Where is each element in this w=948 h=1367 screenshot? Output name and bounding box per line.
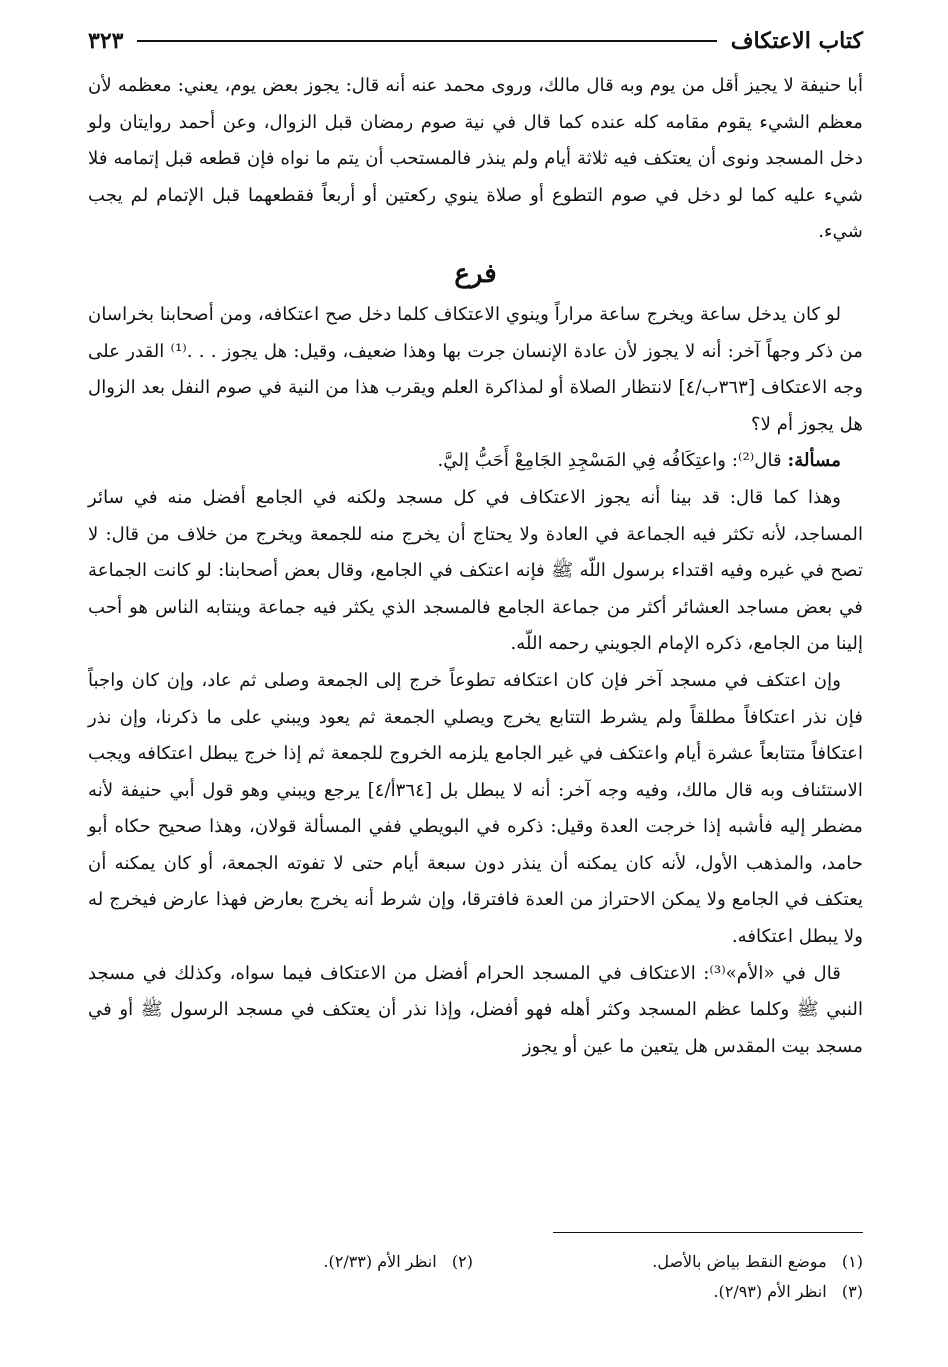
footnote-1-text: موضع النقط بياض بالأصل. xyxy=(652,1252,827,1271)
paragraph-1: أبا حنيفة لا يجيز أقل من يوم وبه قال مالك، وروى محمد عنه أنه قال: يجوز بعض يوم، يعني: معظمه لأن معظم الشيء يقوم مقامه كله عنده كما قال في نية صوم رمضان قبل الزوال، وعن أحمد روايتان ولو دخل المسجد ونوى أن يعتكف فيه ثلاثة أيام ولم ينذر فالمستحب أن يتم ما نواه فإن قطعه قبل إتمامه فلا شيء عليه كما لو دخل في صوم التطوع أو صلاة ينوي ركعتين أو أربعاً فقطعهما قبل الإتمام لم يجب شيء. xyxy=(88,75,863,243)
paragraph-5: وإن اعتكف في مسجد آخر فإن كان اعتكافه تطوعاً خرج إلى الجمعة وصلى ثم عاد، وإن كان واجباً فإن نذر اعتكافاً مطلقاً ولم يشرط التتابع يخرج ويصلي الجمعة ثم يعود ويبني على ما ذكرنا، وإن نذر اعتكافاً متتابعاً عشرة أيام واعتكف في غير الجامع يلزمه الخروج للجمعة ثم إذا خرج يبطل اعتكافه ويجب الاستئناف وبه قال مالك، وفيه وجه آخر: أنه لا يبطل بل [٣٦٤أ/٤] يرجع ويبني وهو قول أبي حنيفة لأنه مضطر إليه فأشبه إذا خرجت العدة وقيل: ذكره في البويطي ففي المسألة قولان، وهذا صحيح حكاه أبو حامد، والمذهب الأول، لأنه كان يمكنه أن ينذر دون سبعة أيام حتى لا تفوته الجمعة، أو كان يمكنه أن يعتكف في الجامع ولا يمكن الاحتراز من العدة فافترقا، وإن شرط أنه يخرج بعارض فهذا عارض فيخرج له ولا يبطل اعتكافه. xyxy=(88,669,863,948)
footnote-1 xyxy=(473,1247,863,1277)
section-heading: فرع xyxy=(454,258,497,289)
paragraph-4: وهذا كما قال: قد بينا أنه يجوز الاعتكاف في كل مسجد ولكنه في الجامع أفضل منه في سائر المساجد، لأنه تكثر فيه الجماعة في العادة ولا يحتاج أن يخرج منه للجمعة ويخرج من خلاف من قال: لا تصح في غيره وفيه اقتداء برسول اللّه ﷺ فإنه اعتكف في الجامع، وقال بعض أصحابنا: لو كانت الجماعة في بعض مساجد العشائر أكثر من جماعة الجامع فالمسجد الذي يكثر فيه جماعة وينتابه الناس هو أحب إلينا من الجامع، ذكره الإمام الجويني رحمه اللّه. xyxy=(88,486,863,655)
book-title: كتاب الاعتكاف xyxy=(730,28,863,54)
masala-label: مسألة: xyxy=(787,450,841,472)
page xyxy=(88,18,863,1065)
footnote-3-text: انظر الأم (٢/٩٣). xyxy=(713,1282,827,1301)
paragraph-2: لو كان يدخل ساعة ويخرج ساعة مراراً وينوي الاعتكاف كلما دخل صح اعتكافه، ومن أصحابنا بخراسان من ذكر وجهاً آخر: أنه لا يجوز لأن عادة الإنسان جرت بها وهذا ضعيف، وقيل: هل يجوز . . .⁽¹⁾ القدر على وجه الاعتكاف [٣٦٣ب/٤] لانتظار الصلاة أو لمذاكرة العلم ويقرب هذا من النية في صوم النفل بعد الزوال هل يجوز أم لا؟ xyxy=(88,303,864,435)
running-header xyxy=(88,18,863,64)
masala-text: قال⁽²⁾: واعتِكَافُه فِي المَسْجِدِ الجَامِعْ أَحَبُّ إليَّ. xyxy=(437,450,782,472)
footnotes xyxy=(88,1232,863,1307)
footnote-3-number: (٣) xyxy=(841,1282,863,1301)
page-number: ٣٢٣ xyxy=(88,28,124,54)
footnote-1-number: (١) xyxy=(841,1252,863,1271)
footnote-rule xyxy=(553,1232,863,1233)
footnote-row-2 xyxy=(88,1277,863,1307)
footnote-2-number: (٢) xyxy=(451,1252,473,1271)
footnote-2 xyxy=(323,1247,473,1277)
footnote-row-1 xyxy=(88,1247,863,1277)
footnote-2-text: انظر الأم (٢/٣٣). xyxy=(323,1252,437,1271)
paragraph-3 xyxy=(88,443,863,480)
footnote-3 xyxy=(713,1277,863,1307)
header-rule xyxy=(137,40,716,42)
paragraph-6: قال في «الأم»⁽³⁾: الاعتكاف في المسجد الحرام أفضل من الاعتكاف فيما سواه، وكذلك في مسجد النبي ﷺ وكلما عظم المسجد وكثر أهله فهو أفضل، وإذا نذر أن يعتكف في مسجد الرسول ﷺ أو في مسجد بيت المقدس هل يتعين ما عين أو يجوز xyxy=(88,962,863,1057)
